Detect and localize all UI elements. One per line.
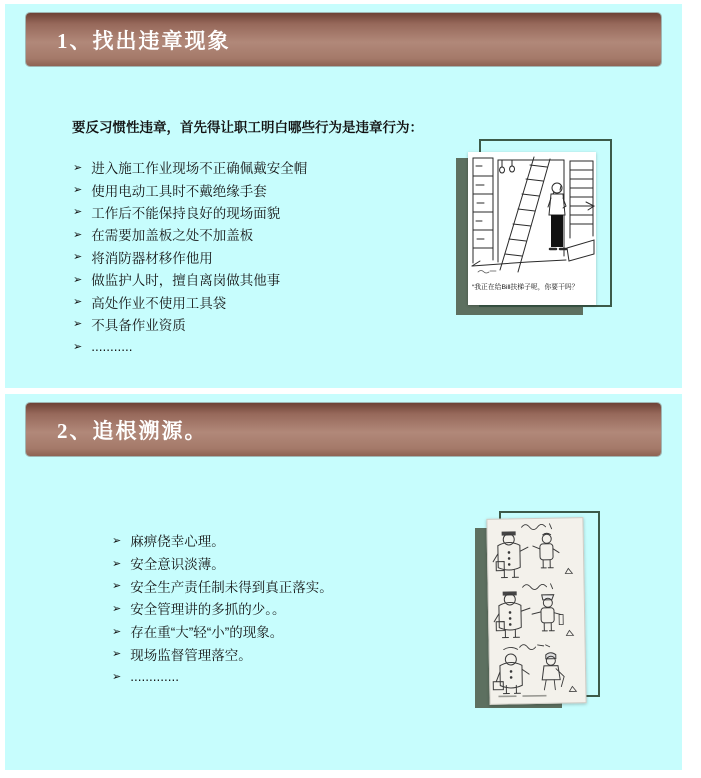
slide1-intro-text: 要反习惯性违章，首先得让职工明白哪些行为是违章行为： <box>72 120 423 135</box>
bullet-text: 现场监督管理落空。 <box>130 647 252 663</box>
arrow-bullet-icon: ➢ <box>73 296 83 309</box>
boss-worker-comic-image <box>486 517 586 705</box>
slide1-title-bar <box>26 13 661 66</box>
bullet-text: 安全意识淡薄。 <box>130 557 225 573</box>
arrow-bullet-icon: ➢ <box>112 580 122 593</box>
arrow-bullet-icon: ➢ <box>73 184 83 197</box>
bullet-text: 高处作业不使用工具袋 <box>91 295 227 311</box>
bullet-text: 将消防器材移作他用 <box>91 250 213 266</box>
list-item <box>73 290 307 312</box>
ladder-cartoon-image <box>468 152 596 305</box>
arrow-bullet-icon: ➢ <box>112 648 122 661</box>
arrow-bullet-icon: ➢ <box>112 625 122 638</box>
list-item <box>112 665 333 688</box>
list-item <box>112 574 333 597</box>
arrow-bullet-icon: ➢ <box>112 602 122 615</box>
bullet-text: 进入施工作业现场不正确佩戴安全帽 <box>91 161 308 177</box>
arrow-bullet-icon: ➢ <box>112 670 122 683</box>
bullet-text: 存在重“大”轻“小”的现象。 <box>130 625 284 641</box>
list-item <box>112 620 333 643</box>
bullet-text: ........... <box>91 338 133 354</box>
arrow-bullet-icon: ➢ <box>73 206 83 219</box>
list-item <box>73 246 307 268</box>
slide-2 <box>5 394 682 770</box>
bullet-text: ............. <box>130 668 179 684</box>
bullet-text: 麻痹侥幸心理。 <box>130 534 225 550</box>
slide2-title-bar <box>26 403 661 456</box>
slide2-bullet-list <box>112 529 333 688</box>
list-item <box>73 156 307 178</box>
list-item <box>73 178 307 200</box>
bullet-text: 安全生产责任制未得到真正落实。 <box>130 579 333 595</box>
arrow-bullet-icon: ➢ <box>73 318 83 331</box>
list-item <box>112 597 333 620</box>
list-item <box>112 552 333 575</box>
bullet-text: 工作后不能保持良好的现场面貌 <box>91 205 281 221</box>
slide2-title: 2、追根溯源。 <box>57 418 208 443</box>
bullet-text: 使用电动工具时不戴绝缘手套 <box>91 183 267 199</box>
list-item <box>73 223 307 245</box>
slide-1 <box>5 4 682 388</box>
arrow-bullet-icon: ➢ <box>112 557 122 570</box>
list-item <box>73 201 307 223</box>
bullet-text: 不具备作业资质 <box>91 317 186 333</box>
arrow-bullet-icon: ➢ <box>112 534 122 547</box>
arrow-bullet-icon: ➢ <box>73 228 83 241</box>
bullet-text: 安全管理讲的多抓的少。。 <box>130 602 286 618</box>
bullet-text: 在需要加盖板之处不加盖板 <box>91 228 254 244</box>
arrow-bullet-icon: ➢ <box>73 161 83 174</box>
bullet-text: 做监护人时，擅自离岗做其他事 <box>91 273 281 289</box>
list-item <box>73 335 307 357</box>
cartoon-caption: “我正在给Bill扶梯子呢，你要干吗？ <box>472 284 579 291</box>
arrow-bullet-icon: ➢ <box>73 251 83 264</box>
arrow-bullet-icon: ➢ <box>73 340 83 353</box>
list-item <box>112 529 333 552</box>
arrow-bullet-icon: ➢ <box>73 273 83 286</box>
list-item <box>73 313 307 335</box>
slide1-bullet-list <box>73 156 307 358</box>
slide1-title: 1、找出违章现象 <box>57 28 231 53</box>
list-item <box>73 268 307 290</box>
list-item <box>112 642 333 665</box>
